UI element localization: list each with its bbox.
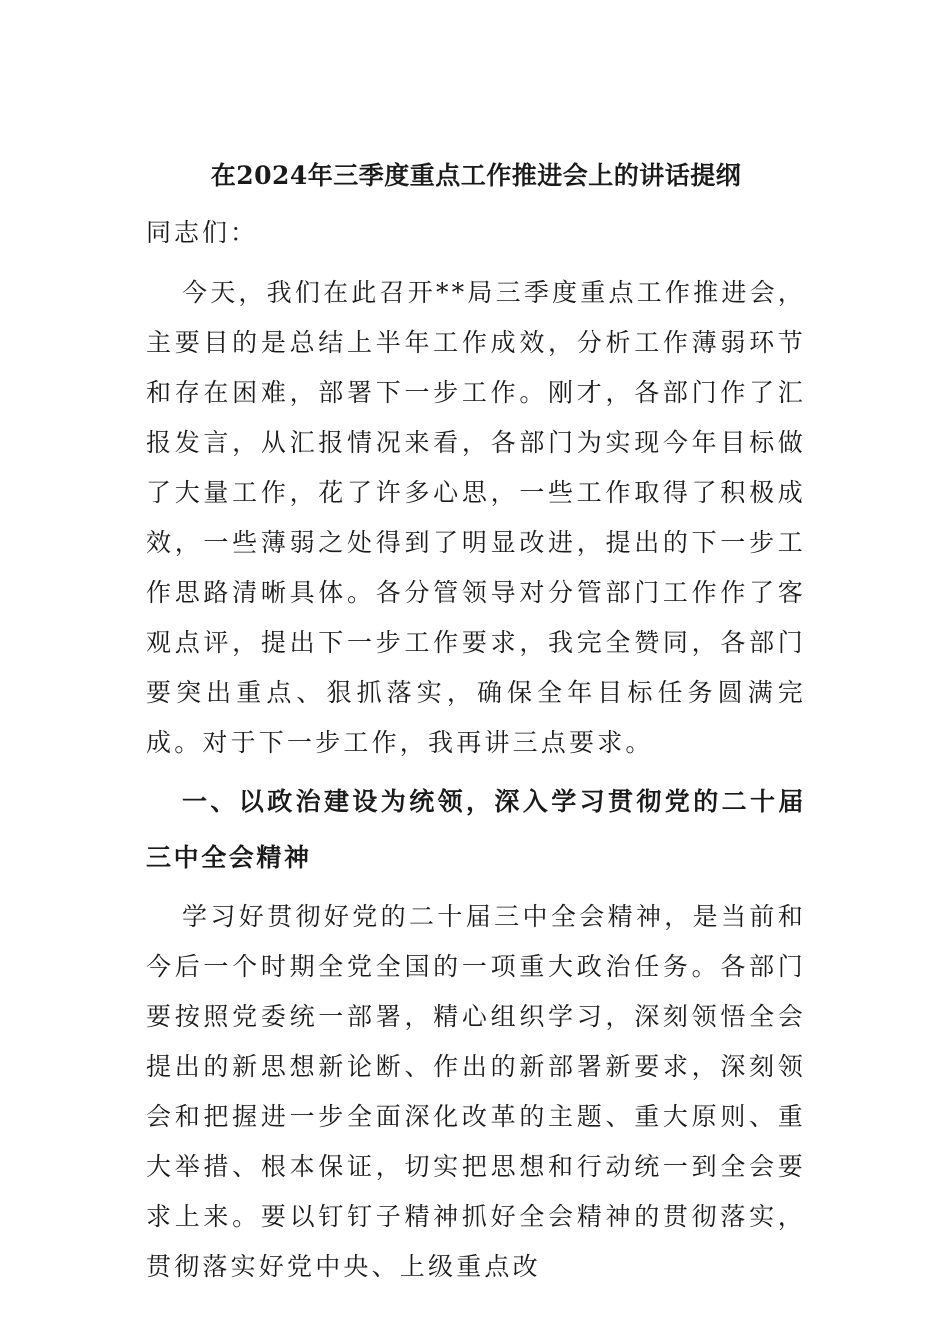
salutation: 同志们： [146, 218, 259, 247]
opening-paragraph: 今天，我们在此召开**局三季度重点工作推进会，主要目的是总结上半年工作成效，分析工作薄弱环节和存在困难，部署下一步工作。刚才，各部门作了汇报发言，从汇报情况来看，各部门为实现今年目标做了大量工作，花了许多心思，一些工作取得了积极成效，一些薄弱之处得到了明显改进，提出的下一步工作思路清晰具体。各分管领导对分管部门工作作了客观点评，提出下一步工作要求，我完全赞同，各部门要突出重点、狠抓落实，确保全年目标任务圆满完成。对于下一步工作，我再讲三点要求。 [146, 278, 806, 757]
document-body [146, 150, 806, 1292]
document-title: 在2024年三季度重点工作推进会上的讲话提纲 [210, 161, 742, 190]
section-heading-1: 一、以政治建设为统领，深入学习贯彻党的二十届三中全会精神 [146, 787, 806, 872]
spacer [146, 258, 806, 268]
section-1-paragraph: 学习好贯彻好党的二十届三中全会精神，是当前和今后一个时期全党全国的一项重大政治任务。各部门要按照党委统一部署，精心组织学习，深刻领悟全会提出的新思想新论断、作出的新部署新要求，深刻领会和把握进一步全面深化改革的主题、重大原则、重大举措、根本保证，切实把思想和行动统一到全会要求上来。要以钉钉子精神抓好全会精神的贯彻落实，贯彻落实好党中央、上级重点改 [146, 902, 806, 1281]
